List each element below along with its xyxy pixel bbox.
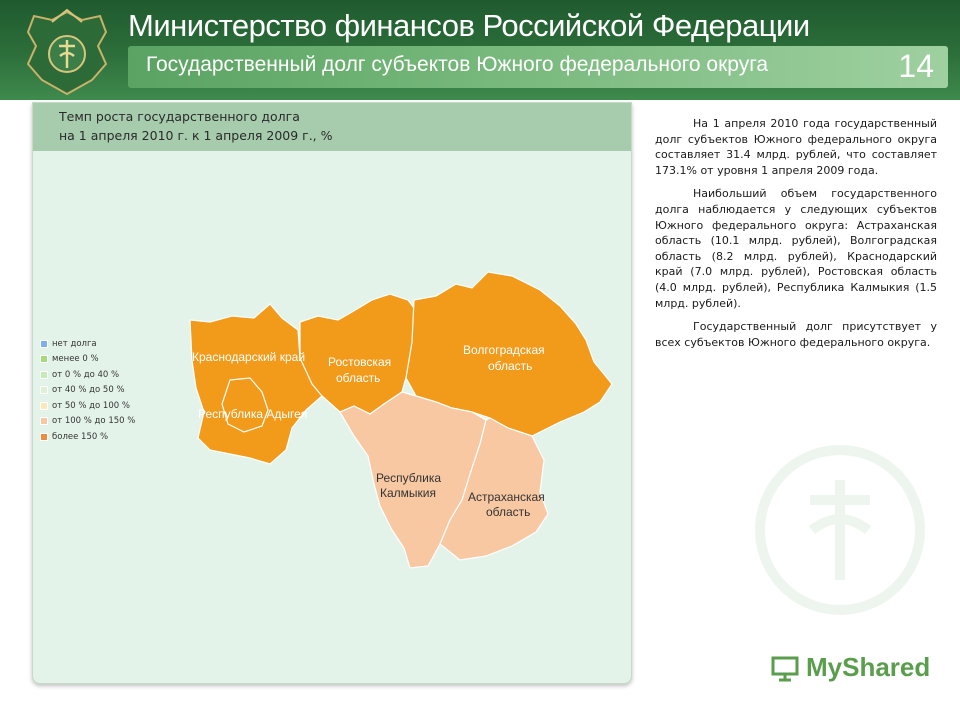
legend-label: от 50 % до 100 % <box>52 400 130 411</box>
legend-label: от 0 % до 40 % <box>52 369 120 380</box>
legend-label: от 100 % до 150 % <box>52 416 136 427</box>
legend-item <box>40 398 135 414</box>
legend-swatch <box>40 386 48 394</box>
map-legend <box>40 336 135 445</box>
legend-item <box>40 429 135 445</box>
page-number: 14 <box>898 48 934 84</box>
slide-title-bar <box>128 46 948 88</box>
label-astrakhan-2: область <box>486 505 531 519</box>
paragraph-1: На 1 апреля 2010 года государственный долг субъектов Южного федерального округа составляет 31.4 млрд. рублей, что составляет 173.1% от уровня 1 апреля 2009 года. <box>655 117 937 177</box>
legend-swatch <box>40 371 48 379</box>
legend-label: более 150 % <box>52 431 109 442</box>
header-bar <box>0 0 960 100</box>
description-text <box>655 116 937 358</box>
label-volgograd-1: Волгоградская <box>463 343 545 357</box>
legend-swatch <box>40 402 48 410</box>
myshared-logo[interactable] <box>770 652 930 683</box>
paragraph-2: Наибольший объем государственного долга наблюдается у следующих субъектов Южного федерального округа: Астраханская область (10.1 млрд. рублей), Волгоградская область (8.2 млрд. рублей), Краснодарский край (7.0 млрд. рублей), Ростовская область (4.0 млрд. рублей), Республика Калмыкия (1.5 млрд. рублей). <box>655 187 937 310</box>
presentation-icon <box>770 653 800 683</box>
label-astrakhan-1: Астраханская <box>468 490 545 504</box>
paragraph-3: Государственный долг присутствует у всех субъектов Южного федерального округа. <box>655 320 937 349</box>
legend-item <box>40 336 135 352</box>
myshared-logo-text: MyShared <box>806 652 931 682</box>
legend-label: нет долга <box>52 338 97 349</box>
ministry-emblem-icon <box>22 6 112 98</box>
legend-label: менее 0 % <box>52 354 99 365</box>
label-kalmykia-2: Калмыкия <box>380 486 436 500</box>
map-panel-heading <box>33 103 631 151</box>
label-rostov-2: область <box>336 371 381 385</box>
legend-item <box>40 367 135 383</box>
legend-label: от 40 % до 50 % <box>52 385 125 396</box>
legend-swatch <box>40 433 48 441</box>
legend-item <box>40 383 135 399</box>
district-map <box>180 266 620 576</box>
legend-item <box>40 414 135 430</box>
label-adygea: Республика Адыгея <box>198 407 308 421</box>
map-heading-line2: на 1 апреля 2010 г. к 1 апреля 2009 г., % <box>59 128 333 143</box>
legend-swatch <box>40 355 48 363</box>
emblem-watermark-icon <box>740 430 940 630</box>
label-volgograd-2: область <box>488 359 533 373</box>
label-kalmykia-1: Республика <box>376 471 442 485</box>
label-krasnodar: Краснодарский край <box>192 350 306 364</box>
map-heading-line1: Темп роста государственного долга <box>59 109 300 124</box>
slide-title: Государственный долг субъектов Южного федерального округа <box>146 53 769 76</box>
label-rostov-1: Ростовская <box>328 355 392 369</box>
ministry-name: Министерство финансов Российской Федерации <box>128 8 810 43</box>
legend-item <box>40 352 135 368</box>
legend-swatch <box>40 340 48 348</box>
legend-swatch <box>40 417 48 425</box>
